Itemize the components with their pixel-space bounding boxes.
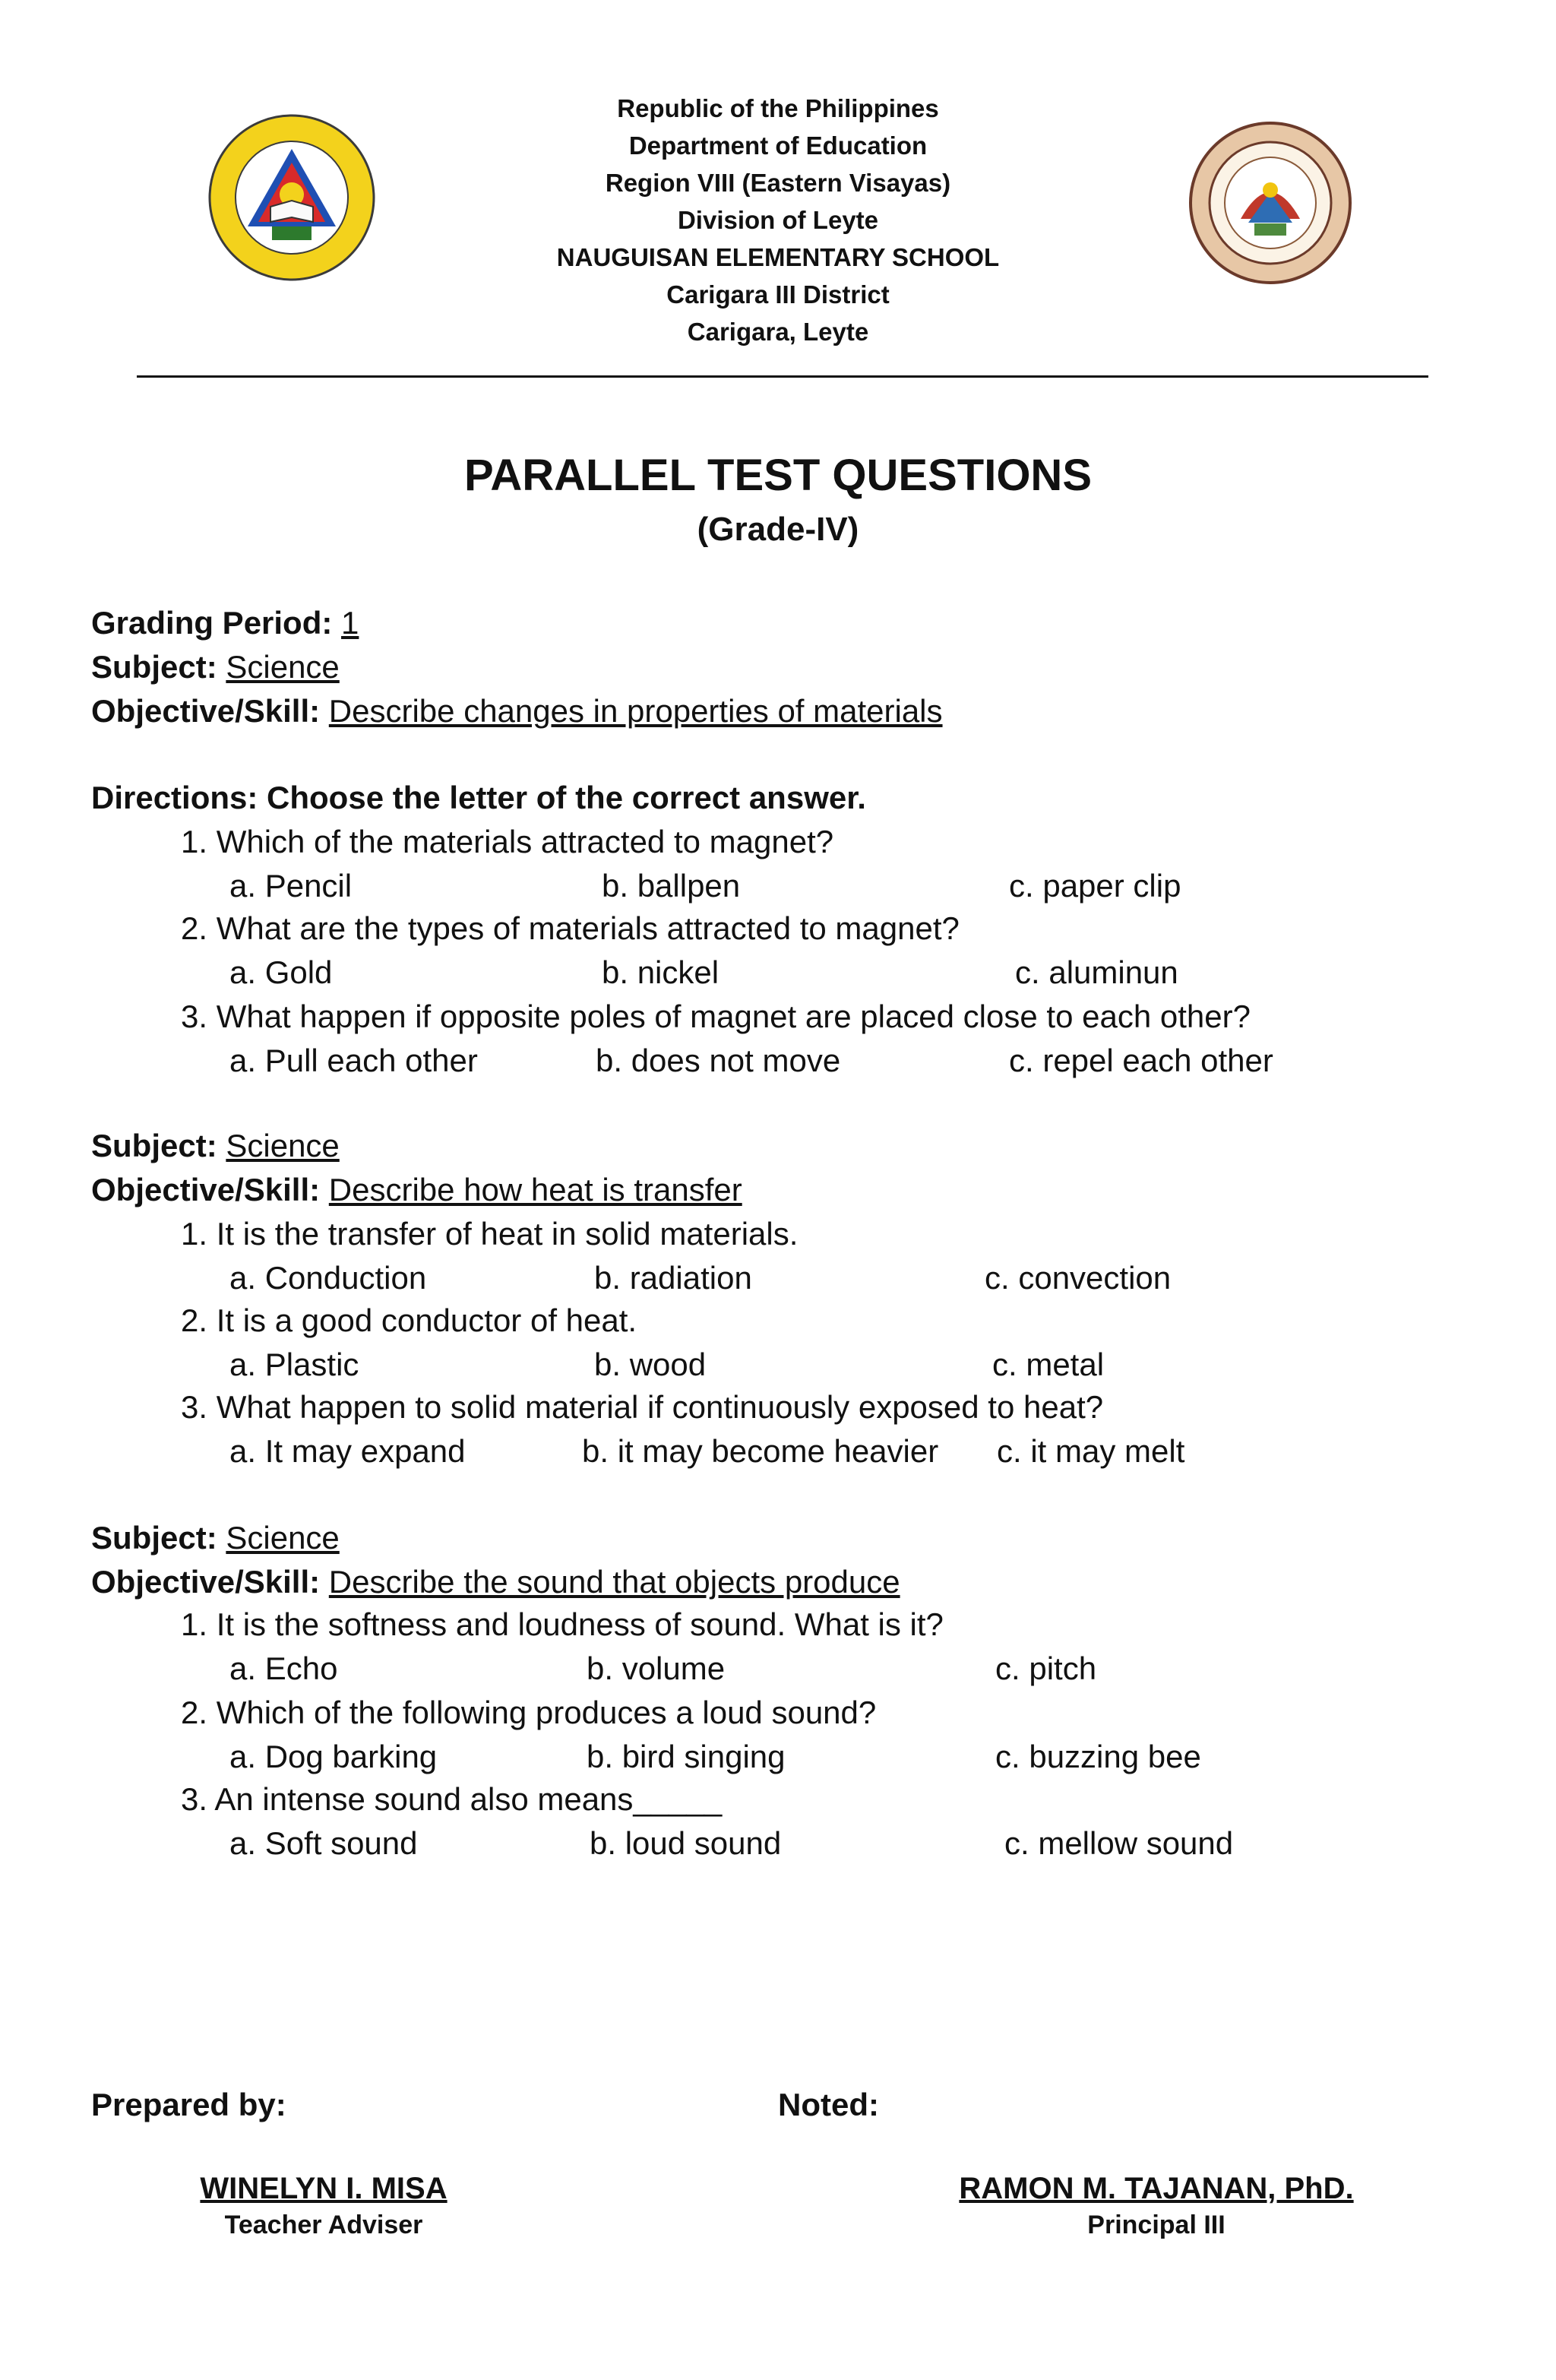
- subject-line: [91, 1518, 340, 1558]
- header-line: Division of Leyte: [677, 206, 879, 234]
- page-title: PARALLEL TEST QUESTIONS: [463, 451, 1093, 500]
- objective-value: Describe the sound that objects produce: [328, 1564, 900, 1600]
- choice: b. ballpen: [602, 868, 741, 904]
- subject-line: [91, 647, 340, 687]
- question: [181, 1301, 637, 1340]
- question-number: 1.: [181, 1606, 208, 1642]
- question: [181, 1780, 722, 1819]
- choice: c. repel each other: [1009, 1043, 1273, 1078]
- objective-label: Objective/Skill:: [91, 693, 321, 729]
- question-number: 1.: [181, 1216, 208, 1252]
- choice: b. it may become heavier: [582, 1433, 939, 1469]
- question: [181, 909, 960, 948]
- choice: c. pitch: [995, 1650, 1097, 1686]
- question-text: It is the transfer of heat in solid materials.: [216, 1216, 799, 1252]
- letterhead: [0, 90, 1556, 350]
- header-line: Department of Education: [628, 131, 928, 160]
- choice: b. nickel: [602, 954, 719, 990]
- choice: a. Plastic: [229, 1347, 359, 1382]
- question-text: Which of the materials attracted to magnet?: [216, 824, 834, 859]
- choice: b. volume: [587, 1650, 726, 1686]
- question-number: 2.: [181, 1695, 208, 1730]
- choice: a. Conduction: [229, 1260, 427, 1296]
- choice: c. paper clip: [1009, 868, 1181, 904]
- question-text: An intense sound also means_____: [214, 1781, 723, 1817]
- choice: a. Pencil: [229, 868, 353, 904]
- directions: Directions: Choose the letter of the correct answer.: [91, 780, 866, 815]
- question-text: What happen if opposite poles of magnet are placed close to each other?: [216, 999, 1251, 1034]
- choice: a. Echo: [229, 1650, 338, 1686]
- question: [181, 822, 833, 862]
- question: [181, 1693, 876, 1733]
- choice: b. does not move: [596, 1043, 841, 1078]
- choice: c. buzzing bee: [995, 1739, 1201, 1774]
- choice: c. mellow sound: [1004, 1825, 1234, 1861]
- choice: c. aluminun: [1015, 954, 1178, 990]
- subject-value: Science: [226, 649, 340, 685]
- question: [181, 997, 1251, 1037]
- preparer-signature-block: [58, 2172, 590, 2240]
- objective-line: [91, 692, 943, 731]
- noter-role: Principal III: [1087, 2211, 1226, 2239]
- subject-value: Science: [226, 1128, 340, 1163]
- question-number: 3.: [181, 1389, 208, 1425]
- page-subtitle: (Grade-IV): [697, 511, 859, 548]
- grading-period-value: 1: [341, 605, 359, 641]
- header-line: NAUGUISAN ELEMENTARY SCHOOL: [556, 243, 1000, 271]
- choice: c. metal: [992, 1347, 1105, 1382]
- choice: a. Soft sound: [229, 1825, 418, 1861]
- question-text: What happen to solid material if continuously exposed to heat?: [216, 1389, 1104, 1425]
- objective-label: Objective/Skill:: [91, 1564, 321, 1600]
- question-number: 2.: [181, 910, 208, 946]
- subject-value: Science: [226, 1520, 340, 1556]
- objective-line: [91, 1170, 742, 1210]
- question-number: 3.: [181, 999, 208, 1034]
- choice: c. convection: [985, 1260, 1172, 1296]
- grading-period-label: Grading Period:: [91, 605, 333, 641]
- question-number: 1.: [181, 824, 208, 859]
- choice: b. loud sound: [590, 1825, 782, 1861]
- question-text: Which of the following produces a loud sound?: [216, 1695, 877, 1730]
- preparer-name: WINELYN I. MISA: [200, 2172, 448, 2205]
- objective-value: Describe changes in properties of materials: [328, 693, 943, 729]
- subject-label: Subject:: [91, 1128, 217, 1163]
- subject-line: [91, 1126, 340, 1166]
- question: [181, 1388, 1103, 1427]
- header-line: Carigara, Leyte: [687, 318, 869, 346]
- question: [181, 1605, 944, 1644]
- question-text: It is the softness and loudness of sound. What is it?: [216, 1606, 944, 1642]
- prepared-by-label: Prepared by:: [91, 2087, 286, 2122]
- choice: a. Pull each other: [229, 1043, 478, 1078]
- choice: b. wood: [594, 1347, 707, 1382]
- choice: b. bird singing: [587, 1739, 786, 1774]
- question-text: It is a good conductor of heat.: [216, 1302, 637, 1338]
- choice: c. it may melt: [997, 1433, 1185, 1469]
- objective-label: Objective/Skill:: [91, 1172, 321, 1207]
- header-line: Carigara III District: [666, 280, 890, 309]
- choice: a. It may expand: [229, 1433, 466, 1469]
- objective-line: [91, 1562, 900, 1602]
- objective-value: Describe how heat is transfer: [328, 1172, 742, 1207]
- question-number: 2.: [181, 1302, 208, 1338]
- grading-period: [91, 603, 359, 643]
- noter-name: RAMON M. TAJANAN, PhD.: [959, 2172, 1354, 2205]
- header-divider: [137, 375, 1428, 378]
- noted-label: Noted:: [778, 2087, 879, 2122]
- choice: b. radiation: [594, 1260, 752, 1296]
- noter-signature-block: [890, 2172, 1422, 2240]
- header-line: Region VIII (Eastern Visayas): [605, 169, 951, 197]
- question: [181, 1214, 798, 1254]
- header-line: Republic of the Philippines: [617, 94, 939, 122]
- subject-label: Subject:: [91, 649, 217, 685]
- choice: a. Gold: [229, 954, 333, 990]
- choice: a. Dog barking: [229, 1739, 438, 1774]
- question-number: 3.: [181, 1781, 208, 1817]
- question-text: What are the types of materials attracted to magnet?: [216, 910, 960, 946]
- preparer-role: Teacher Adviser: [224, 2211, 423, 2239]
- subject-label: Subject:: [91, 1520, 217, 1556]
